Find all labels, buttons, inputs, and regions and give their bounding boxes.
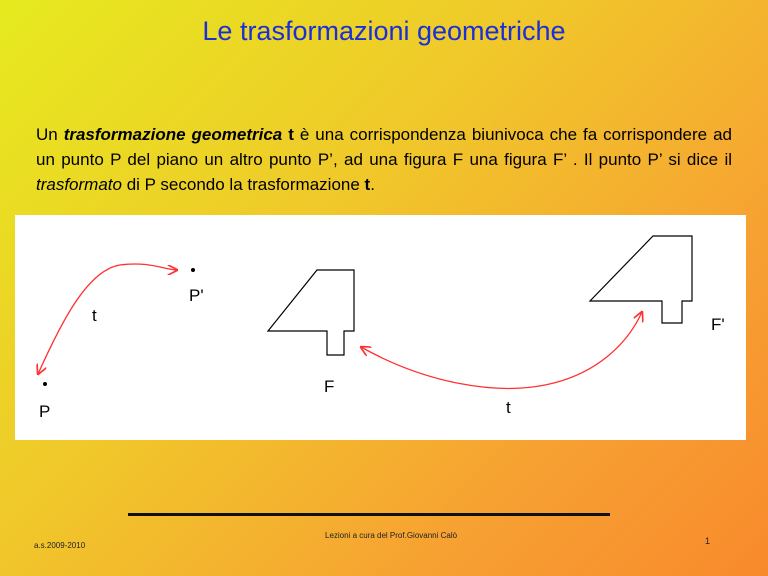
page-number: 1 xyxy=(705,536,711,546)
shape-f xyxy=(268,270,354,355)
label-f-prime: F' xyxy=(711,315,725,334)
label-t-right: t xyxy=(506,398,511,417)
term-trasformazione-geometrica: trasformazione geometrica xyxy=(63,125,283,144)
footer-year: a.s.2009-2010 xyxy=(34,541,86,550)
point-p-dot xyxy=(43,382,47,386)
footer-rule xyxy=(128,513,610,516)
symbol-t-2: t xyxy=(364,175,371,194)
transformation-diagram xyxy=(15,215,746,440)
term-trasformato: trasformato xyxy=(36,175,122,194)
para-text-5: . xyxy=(370,175,375,194)
shape-f-prime xyxy=(590,236,692,323)
footer-credit: Lezioni a cura del Prof.Giovanni Calò xyxy=(325,531,458,540)
para-text-1: Un xyxy=(36,125,64,144)
symbol-t: t xyxy=(288,125,294,144)
definition-paragraph xyxy=(36,122,732,197)
arc-arrow-f-to-f-prime xyxy=(361,312,642,388)
label-p: P xyxy=(39,402,51,421)
para-text-3: è una corrispondenza biunivoca che fa corrispondere ad un punto P del piano un altro punto P’, ad una figura F una figura F’ . Il punto P’ si dice il xyxy=(36,125,732,169)
slide-title: Le trasformazioni geometriche xyxy=(202,16,566,46)
label-f: F xyxy=(324,377,335,396)
label-t-left: t xyxy=(92,306,97,325)
label-p-prime: P' xyxy=(189,286,204,305)
figure-panel xyxy=(15,215,746,440)
para-text-4: di P secondo la trasformazione xyxy=(121,175,365,194)
point-p-prime-dot xyxy=(191,268,195,272)
arc-arrow-p-to-p-prime xyxy=(38,264,177,374)
